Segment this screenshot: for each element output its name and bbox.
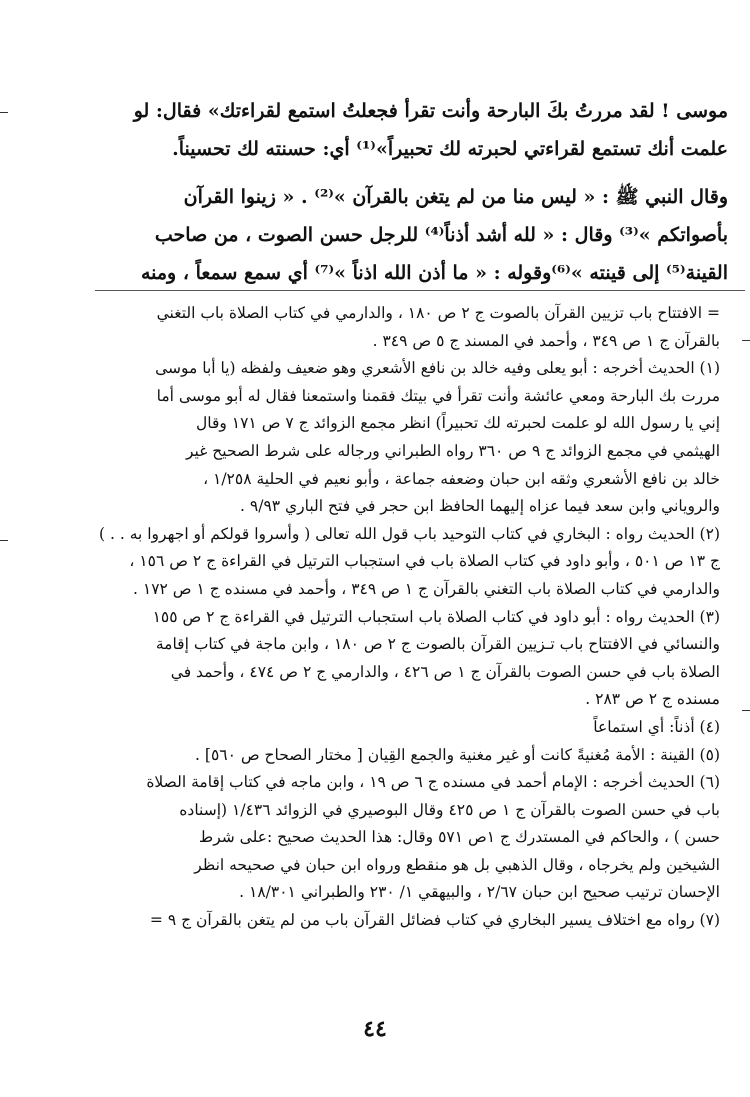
main-text: [70, 92, 728, 292]
footnote-line: والروياني وابن سعد فيما عزاه إليهما الحافظ ابن حجر في فتح الباري ٩/٩٣ .: [240, 497, 720, 516]
margin-mark: [0, 112, 8, 113]
continuation-mark: =: [707, 304, 720, 322]
footnote-line: خالد بن نافع الأشعري وثقه ابن حبان وضعفه جماعة ، وأبو نعيم في الحلية ١/٢٥٨ ،: [203, 469, 720, 488]
page-number: ٤٤: [363, 1016, 387, 1042]
footnote-line: = الافتتاح باب تزيين القرآن بالصوت ج ٢ ص ١٨٠ ، والدارمي في كتاب الصلاة باب التغني: [156, 304, 720, 322]
main-line: القينة⁽⁵⁾ إلى قينته »⁽⁶⁾وقوله : « ما أذن الله اذناً »⁽⁷⁾ أي سمع سمعاً ، ومنه: [140, 262, 728, 284]
footnote-line: الشيخين ولم يخرجاه ، وقال الذهبي بل هو منقطع ورواه ابن حبان في صحيحه انظر: [194, 855, 720, 874]
margin-mark: [0, 540, 8, 541]
footnote-line: بالقرآن ج ١ ص ٣٤٩ ، وأحمد في المسند ج ٥ ص ٣٤٩ .: [372, 331, 720, 350]
footnote-4: (٤) أذناً: أي استماعاً: [593, 717, 720, 736]
footnote-separator: [95, 290, 745, 291]
footnote-line: مررت بك البارحة ومعي عائشة وأنت تقرأ في بيتك فقمنا واستمعنا فقال له أبو موسى أما: [156, 386, 720, 405]
main-line: بأصواتكم »⁽³⁾ وقال : « لله أشد أذناً⁽⁴⁾ للرجل حسن الصوت ، من صاحب: [154, 224, 728, 246]
main-line: موسى ! لقد مررتُ بكَ البارحة وأنت تقرأ فجعلتُ استمع لقراءتك» فقال: لو: [133, 100, 728, 122]
footnote-6: (٦) الحديث أخرجه : الإمام أحمد في مسنده ج ٦ ص ١٩ ، وابن ماجه في كتاب إقامة الصلاة: [146, 773, 720, 792]
margin-mark: [742, 340, 750, 341]
footnote-line: الهيثمي في مجمع الزوائد ج ٩ ص ٣٦٠ رواه الطبراني ورجاله على شرط الصحيح غير: [186, 441, 720, 460]
footnote-2: (٢) الحديث رواه : البخاري في كتاب التوحيد باب قول الله تعالى ( وأسروا قولكم أو اجهروا به . . ): [99, 524, 720, 543]
footnote-3: (٣) الحديث رواه : أبو داود في كتاب الصلاة باب استجباب الترتيل في القراءة ج ٢ ص ١٥٥: [152, 607, 720, 626]
footnote-line: إني يا رسول الله لو علمت لحبرته لك تحبيراً) انظر مجمع الزوائد ج ٧ ص ١٧١ وقال: [195, 414, 720, 433]
main-line: علمت أنك تستمع لقراءتي لحبرته لك تحبيراً»⁽¹⁾ أي: حسنته لك تحسيناً.: [172, 138, 728, 160]
footnote-line: والدارمي في كتاب الصلاة باب التغني بالقرآن ج ١ ص ٣٤٩ ، وأحمد في مسنده ج ١ ص ١٧٢ .: [133, 579, 720, 598]
footnote-line: حسن ) ، والحاكم في المستدرك ج ١ص ٥٧١ وقال: هذا الحديث صحيح :على شرط: [198, 828, 720, 847]
footnote-1: (١) الحديث أخرجه : أبو يعلى وفيه خالد بن نافع الأشعري وهو ضعيف ولفظه (يا أبا موسى: [155, 359, 720, 378]
footnote-line: ج ١٣ ص ٥٠١ ، وأبو داود في كتاب الصلاة باب في استجباب الترتيل في القراءة ج ٢ ص ١٥٦ ،: [129, 552, 720, 571]
footnote-line: باب في حسن الصوت بالقرآن ج ١ ص ٤٢٥ وقال البوصيري في الزوائد ١/٤٣٦ (إسناده: [179, 800, 720, 819]
footnotes: [60, 300, 720, 935]
footnote-line: والنسائي في الافتتاح باب تـزيين القرآن بالصوت ج ٢ ص ١٨٠ ، وابن ماجة في كتاب إقامة: [155, 635, 720, 654]
footnote-7: (٧) رواه مع اختلاف يسير البخاري في كتاب فضائل القرآن باب من لم يتغن بالقرآن ج ٩ =: [149, 911, 720, 930]
main-line: وقال النبي ﷺ : « ليس منا من لم يتغن بالقرآن »⁽²⁾ . « زينوا القرآن: [183, 186, 728, 208]
footnote-line: الإحسان ترتيب صحيح ابن حبان ٢/٦٧ ، والبيهقي ١/ ٢٣٠ والطبراني ١٨/٣٠١ .: [239, 883, 720, 902]
footnote-5: (٥) القينة : الأمة مُغنيةً كانت أو غير مغنية والجمع القِيان [ مختار الصحاح ص ٥٦٠] .: [195, 745, 720, 764]
footnote-line: مسنده ج ٢ ص ٢٨٣ .: [585, 690, 720, 709]
margin-mark: [742, 710, 750, 711]
footnote-line: الصلاة باب في حسن الصوت بالقرآن ج ١ ص ٤٢٦ ، والدارمي ج ٢ ص ٤٧٤ ، وأحمد في: [170, 662, 720, 681]
